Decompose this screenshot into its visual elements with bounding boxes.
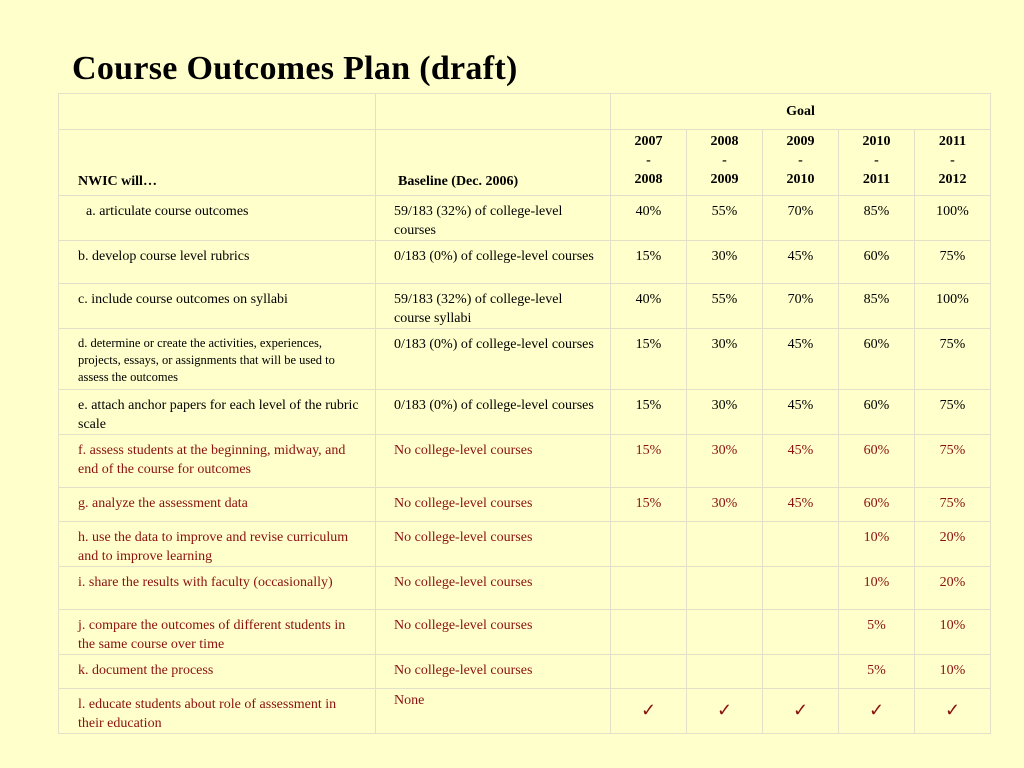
goal-cell: 10%	[839, 567, 915, 610]
page-title: Course Outcomes Plan (draft)	[72, 50, 518, 87]
goal-cell: 5%	[839, 610, 915, 655]
goal-cell: 100%	[915, 196, 991, 241]
goal-cell	[611, 655, 687, 689]
check-icon: ✓	[687, 689, 763, 734]
goal-cell	[611, 567, 687, 610]
header-empty-cell	[59, 94, 376, 130]
header-row-goal	[59, 94, 991, 130]
row-item: k. document the process	[59, 655, 376, 689]
row-item: g. analyze the assessment data	[59, 488, 376, 522]
goal-cell: 30%	[687, 241, 763, 284]
goal-cell: 55%	[687, 196, 763, 241]
goal-cell: 15%	[611, 390, 687, 435]
row-item: d. determine or create the activities, experiences, projects, essays, or assignments that will be used to assess the outcomes	[59, 329, 376, 390]
column-header-baseline: Baseline (Dec. 2006)	[376, 130, 611, 196]
row-item: c. include course outcomes on syllabi	[59, 284, 376, 329]
goal-cell: 60%	[839, 390, 915, 435]
goal-cell: 75%	[915, 435, 991, 488]
table-row	[59, 522, 991, 567]
goal-cell	[611, 522, 687, 567]
row-item: i. share the results with faculty (occasionally)	[59, 567, 376, 610]
column-header-year: 2011 - 2012	[915, 130, 991, 196]
goal-cell: 40%	[611, 284, 687, 329]
row-item: j. compare the outcomes of different students in the same course over time	[59, 610, 376, 655]
goal-cell	[763, 655, 839, 689]
goal-cell: 15%	[611, 435, 687, 488]
table-row	[59, 567, 991, 610]
goal-cell: 70%	[763, 284, 839, 329]
goal-cell: 30%	[687, 329, 763, 390]
row-baseline: No college-level courses	[376, 567, 611, 610]
goal-cell: 60%	[839, 435, 915, 488]
column-header-year: 2008 - 2009	[687, 130, 763, 196]
goal-cell	[763, 522, 839, 567]
row-item: h. use the data to improve and revise curriculum and to improve learning	[59, 522, 376, 567]
row-baseline: No college-level courses	[376, 655, 611, 689]
goal-cell: 60%	[839, 241, 915, 284]
goal-cell: 30%	[687, 390, 763, 435]
table-row	[59, 689, 991, 734]
row-baseline: 0/183 (0%) of college-level courses	[376, 329, 611, 390]
table-row	[59, 655, 991, 689]
goal-cell	[611, 610, 687, 655]
table-row	[59, 610, 991, 655]
check-icon: ✓	[839, 689, 915, 734]
course-outcomes-table	[58, 93, 991, 734]
column-header-year: 2010 - 2011	[839, 130, 915, 196]
row-baseline: No college-level courses	[376, 610, 611, 655]
goal-cell	[687, 522, 763, 567]
row-item: f. assess students at the beginning, midway, and end of the course for outcomes	[59, 435, 376, 488]
row-baseline: 0/183 (0%) of college-level courses	[376, 390, 611, 435]
header-row-columns	[59, 130, 991, 196]
goal-cell: 15%	[611, 329, 687, 390]
goal-cell: 10%	[915, 655, 991, 689]
goal-cell	[763, 567, 839, 610]
goal-cell: 30%	[687, 488, 763, 522]
row-item: l. educate students about role of assessment in their education	[59, 689, 376, 734]
goal-cell: 5%	[839, 655, 915, 689]
table-row	[59, 196, 991, 241]
table-row	[59, 241, 991, 284]
row-baseline: No college-level courses	[376, 488, 611, 522]
row-item: a. articulate course outcomes	[59, 196, 376, 241]
goal-cell: 45%	[763, 435, 839, 488]
goal-cell: 30%	[687, 435, 763, 488]
goal-cell: 45%	[763, 390, 839, 435]
row-baseline: 59/183 (32%) of college-level courses	[376, 196, 611, 241]
check-icon: ✓	[915, 689, 991, 734]
goal-cell	[687, 567, 763, 610]
header-empty-cell	[376, 94, 611, 130]
goal-cell: 75%	[915, 390, 991, 435]
goal-cell: 55%	[687, 284, 763, 329]
goal-cell: 75%	[915, 488, 991, 522]
row-baseline: No college-level courses	[376, 435, 611, 488]
table-row	[59, 435, 991, 488]
goal-cell: 60%	[839, 329, 915, 390]
goal-cell: 70%	[763, 196, 839, 241]
column-header-year: 2007 - 2008	[611, 130, 687, 196]
goal-header: Goal	[611, 94, 991, 130]
goal-cell	[687, 655, 763, 689]
table-row	[59, 329, 991, 390]
row-item: e. attach anchor papers for each level of the rubric scale	[59, 390, 376, 435]
row-baseline: None	[376, 689, 611, 734]
goal-cell: 20%	[915, 522, 991, 567]
goal-cell: 100%	[915, 284, 991, 329]
goal-cell: 20%	[915, 567, 991, 610]
row-item: b. develop course level rubrics	[59, 241, 376, 284]
check-icon: ✓	[763, 689, 839, 734]
goal-cell: 40%	[611, 196, 687, 241]
goal-cell	[687, 610, 763, 655]
goal-cell: 75%	[915, 241, 991, 284]
goal-cell: 45%	[763, 488, 839, 522]
table-row	[59, 284, 991, 329]
goal-cell: 45%	[763, 329, 839, 390]
row-baseline: 0/183 (0%) of college-level courses	[376, 241, 611, 284]
row-baseline: 59/183 (32%) of college-level course syllabi	[376, 284, 611, 329]
column-header-item: NWIC will…	[59, 130, 376, 196]
column-header-year: 2009 - 2010	[763, 130, 839, 196]
goal-cell: 60%	[839, 488, 915, 522]
goal-cell: 85%	[839, 284, 915, 329]
goal-cell	[763, 610, 839, 655]
goal-cell: 15%	[611, 488, 687, 522]
table-row	[59, 390, 991, 435]
row-baseline: No college-level courses	[376, 522, 611, 567]
goal-cell: 45%	[763, 241, 839, 284]
table-row	[59, 488, 991, 522]
goal-cell: 15%	[611, 241, 687, 284]
goal-cell: 75%	[915, 329, 991, 390]
check-icon: ✓	[611, 689, 687, 734]
goal-cell: 85%	[839, 196, 915, 241]
goal-cell: 10%	[839, 522, 915, 567]
goal-cell: 10%	[915, 610, 991, 655]
